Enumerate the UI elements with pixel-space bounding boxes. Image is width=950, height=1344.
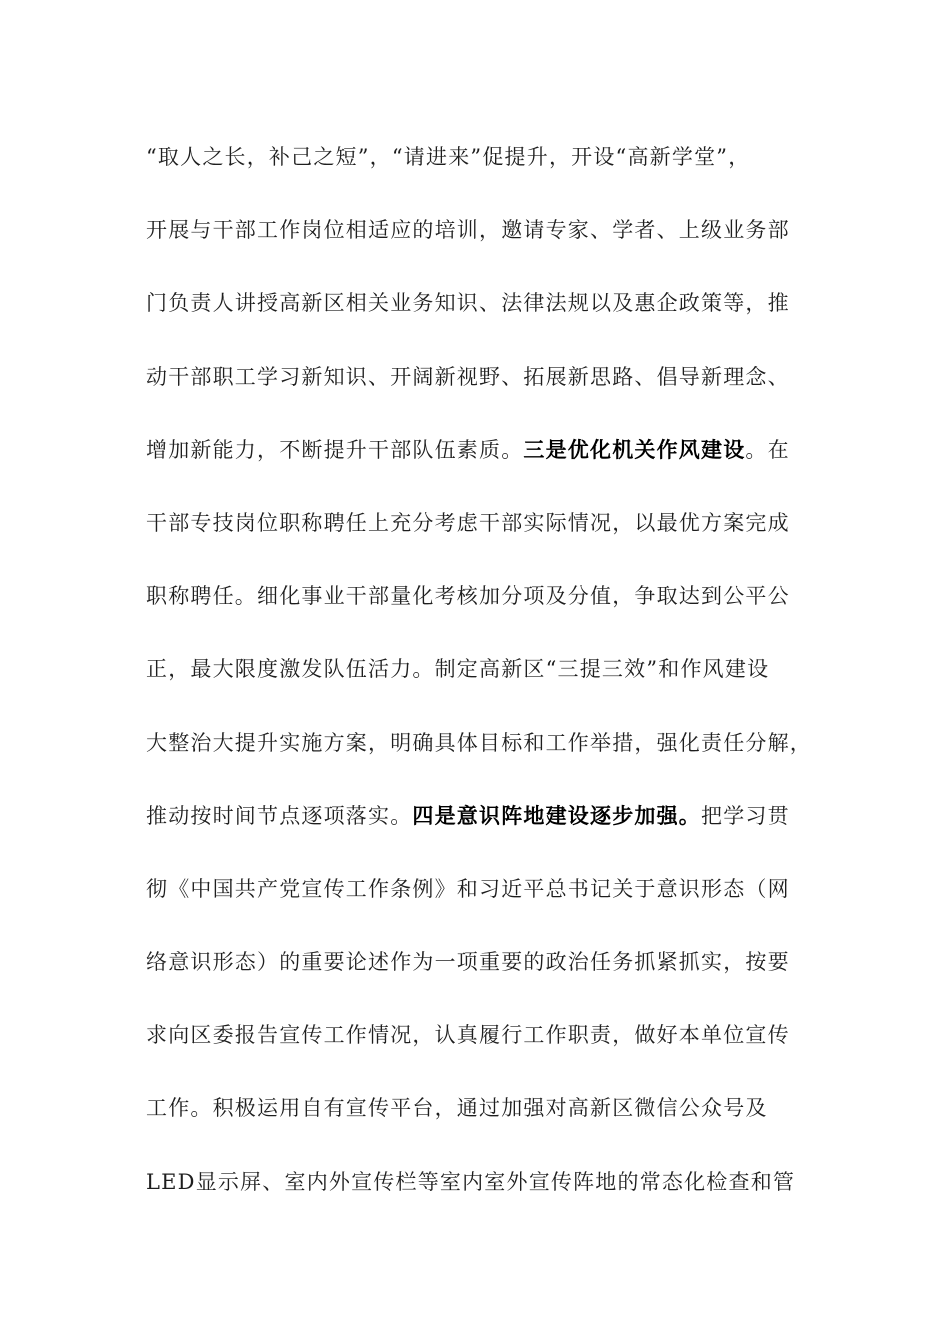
body-text: LED显示屏、室内外宣传栏等室内室外宣传阵地的常态化检查和管 xyxy=(146,1169,796,1194)
body-text: 正，最大限度激发队伍活力。制定高新区“三提三效”和作风建设 xyxy=(146,657,770,682)
body-text: 推动按时间节点逐项落实。 xyxy=(146,803,413,828)
text-line xyxy=(146,568,806,641)
text-line xyxy=(146,129,806,202)
body-text: “取人之长，补己之短”，“请进来”促提升，开设“高新学堂”， xyxy=(146,145,751,169)
body-paragraph xyxy=(146,129,812,1227)
text-line xyxy=(146,1007,806,1080)
body-text: 工作。积极运用自有宣传平台，通过加强对高新区微信公众号及 xyxy=(146,1096,768,1121)
body-text: 动干部职工学习新知识、开阔新视野、拓展新思路、倡导新理念、 xyxy=(146,364,790,389)
body-text: 大整治大提升实施方案，明确具体目标和工作举措，强化责任分解， xyxy=(146,730,812,755)
body-text: 增加新能力，不断提升干部队伍素质。 xyxy=(146,437,524,462)
bold-heading-text: 三是优化机关作风建设 xyxy=(523,436,746,462)
text-line xyxy=(146,202,806,275)
body-text: 。在 xyxy=(745,437,790,462)
body-text: 开展与干部工作岗位相适应的培训，邀请专家、学者、上级业务部 xyxy=(146,218,790,243)
text-line xyxy=(146,788,806,861)
text-line xyxy=(146,641,806,714)
body-text: 干部专技岗位职称聘任上充分考虑干部实际情况，以最优方案完成 xyxy=(146,510,790,535)
text-line xyxy=(146,1154,806,1227)
body-text: 门负责人讲授高新区相关业务知识、法律法规以及惠企政策等，推 xyxy=(146,291,790,316)
bold-heading-text: 四是意识阵地建设逐步加强。 xyxy=(412,802,702,828)
body-text: 络意识形态）的重要论述作为一项重要的政治任务抓紧抓实，按要 xyxy=(146,950,790,975)
body-text: 职称聘任。细化事业干部量化考核加分项及分值，争取达到公平公 xyxy=(146,584,790,609)
text-line xyxy=(146,275,806,348)
text-line xyxy=(146,1080,806,1153)
text-line xyxy=(146,934,806,1007)
text-line xyxy=(146,715,812,788)
text-line xyxy=(146,349,806,422)
text-line xyxy=(146,422,806,495)
body-text: 彻《中国共产党宣传工作条例》和习近平总书记关于意识形态（网 xyxy=(146,876,790,901)
body-text: 求向区委报告宣传工作情况，认真履行工作职责，做好本单位宣传 xyxy=(146,1023,790,1048)
body-text: 把学习贯 xyxy=(701,803,790,828)
text-line xyxy=(146,495,806,568)
text-line xyxy=(146,861,806,934)
